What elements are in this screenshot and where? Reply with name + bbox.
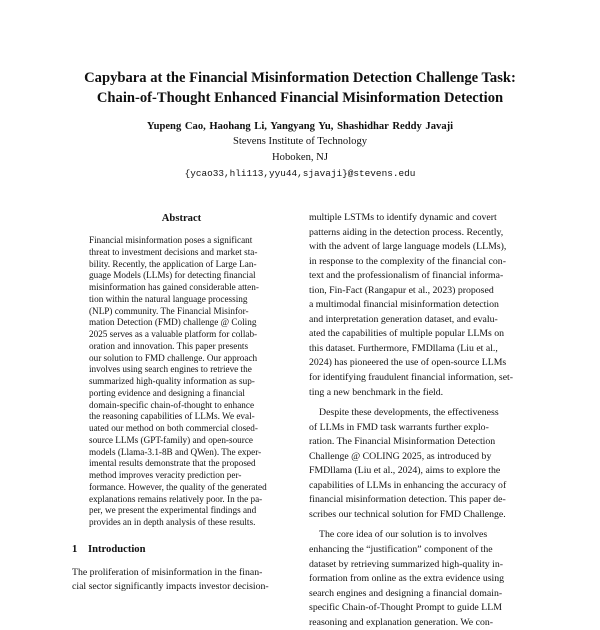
abstract-line: source LLMs (GPT-family) and open-source <box>89 434 253 445</box>
paragraph-line: financial misinformation detection. This paper de- <box>309 494 506 506</box>
section-heading-introduction <box>72 543 291 557</box>
paragraph-line: ting a new benchmark in the field. <box>309 386 444 398</box>
paragraph-line: FMDllama (Liu et al., 2024), aims to explore the <box>309 465 501 477</box>
paragraph-line: ration. The Financial Misinformation Detection <box>309 436 496 448</box>
abstract-body <box>72 235 291 529</box>
paragraph-line: capabilities of LLMs in enhancing the accuracy of <box>309 479 507 491</box>
paragraph-line: of LLMs in FMD task warrants further explo- <box>309 421 489 433</box>
abstract-line: the reasoning capabilities of LLMs. We eval- <box>89 411 255 422</box>
paragraph-line: and interpretation generation dataset, and evalu- <box>309 313 498 325</box>
paragraph-2 <box>309 406 528 522</box>
abstract-line: bility. Recently, the application of Large Lan- <box>89 258 257 269</box>
abstract-line: (NLP) community. The Financial Misinfor- <box>89 305 249 316</box>
paragraph-line: patterns aiding in the detection process. Recently, <box>309 226 504 238</box>
left-column <box>72 212 291 595</box>
section-title: Introduction <box>88 543 146 555</box>
paragraph-line: multiple LSTMs to identify dynamic and covert <box>309 212 497 223</box>
introduction-line: The proliferation of misinformation in the finan- <box>72 566 263 578</box>
paragraph-line: search engines and designing a financial domain- <box>309 587 503 599</box>
paragraph-line: The core idea of our solution is to involves <box>319 529 488 541</box>
paragraph-line: in response to the complexity of the financial con- <box>309 255 506 267</box>
location: Hoboken, NJ <box>272 152 328 163</box>
abstract-line: mation Detection (FMD) challenge @ Coling <box>89 317 257 328</box>
abstract-heading: Abstract <box>161 213 202 224</box>
paragraph-line: scribes our technical solution for FMD Challenge. <box>309 508 506 520</box>
introduction-body <box>72 566 291 595</box>
paragraph-line: Despite these developments, the effectiveness <box>319 407 499 419</box>
paragraph-line: for identifying fraudulent financial information, set- <box>309 372 514 384</box>
paragraph-line: with the advent of large language models (LLMs), <box>309 241 507 253</box>
paragraph-1 <box>309 211 528 400</box>
paragraph-line: formation from online as the extra evidence using <box>309 573 505 585</box>
right-column <box>309 211 528 630</box>
title-line: Capybara at the Financial Misinformation Detection Challenge Task: <box>84 70 516 86</box>
abstract-line: porting evidence and designing a financial <box>89 387 245 398</box>
introduction-line: cial sector significantly impacts investor decision- <box>72 581 269 593</box>
paragraph-line: dataset by retrieving summarized high-quality in- <box>309 558 503 570</box>
paragraph-line: text and the professionalism of financial informa- <box>309 270 504 282</box>
paragraph-line: Challenge @ COLING 2025, as introduced by <box>309 450 492 462</box>
abstract-line: tion within the natural language processing <box>89 293 248 304</box>
paragraph-line: specific Chain-of-Thought Prompt to guide LLM <box>309 602 502 614</box>
abstract-line: Financial misinformation poses a significant <box>89 235 253 245</box>
author-names: Yupeng Cao, Haohang Li, Yangyang Yu, Shashidhar Reddy Javaji <box>146 121 454 132</box>
author-block <box>0 120 600 182</box>
paragraph-line: 2024) has pioneered the use of open-source LLMs <box>309 357 507 369</box>
title-line: Chain-of-Thought Enhanced Financial Misinformation Detection <box>96 90 504 106</box>
abstract-line: involves using search engines to retrieve the <box>89 364 252 375</box>
affiliation: Stevens Institute of Technology <box>232 136 368 147</box>
paragraph-line: ated the capabilities of multiple popular LLMs on <box>309 328 505 340</box>
abstract-line: imental results demonstrate that the proposed <box>89 458 256 469</box>
abstract-line: guage Models (LLMs) for detecting financial <box>89 270 256 281</box>
abstract-line: method improves veracity prediction per- <box>89 470 242 480</box>
abstract-line: provides an in depth analysis of these results. <box>89 517 256 527</box>
abstract-line: domain-specific chain-of-thought to enhance <box>89 399 255 410</box>
paragraph-line: reasoning and explanation generation. We con- <box>309 616 494 628</box>
abstract-line: summarized high-quality information as sup- <box>89 376 255 386</box>
abstract-line: our solution to FMD challenge. Our approach <box>89 352 258 363</box>
abstract-line: uated our method on both commercial closed- <box>89 423 258 433</box>
abstract-line: formance. However, the quality of the generated <box>89 481 267 492</box>
abstract-line: threat to investment decisions and market sta- <box>89 246 258 257</box>
abstract-line: explanations remains relatively poor. In the pa- <box>89 493 263 504</box>
paper-title <box>0 68 600 108</box>
paragraph-line: this dataset. Furthermore, FMDllama (Liu et al., <box>309 342 498 354</box>
paragraph-line: a multimodal financial misinformation detection <box>309 299 499 311</box>
paragraph-line: enhancing the “justification” component of the <box>309 544 493 556</box>
paragraph-3 <box>309 528 528 630</box>
abstract-line: per, we present the experimental findings and <box>89 505 257 516</box>
section-number: 1 <box>72 543 78 555</box>
abstract-line: oration and innovation. This paper presents <box>89 340 249 351</box>
paragraph-line: tion, Fin-Fact (Rangapur et al., 2023) proposed <box>309 284 494 296</box>
abstract-line: 2025 serves as a valuable platform for collab- <box>89 329 258 339</box>
abstract-line: models (Llama-3.1-8B and QWen). The exper- <box>89 446 262 457</box>
abstract-line: misinformation has gained considerable atten- <box>89 282 259 292</box>
author-emails: {ycao33,hli113,yyu44,sjavaji}@stevens.edu <box>184 168 416 179</box>
